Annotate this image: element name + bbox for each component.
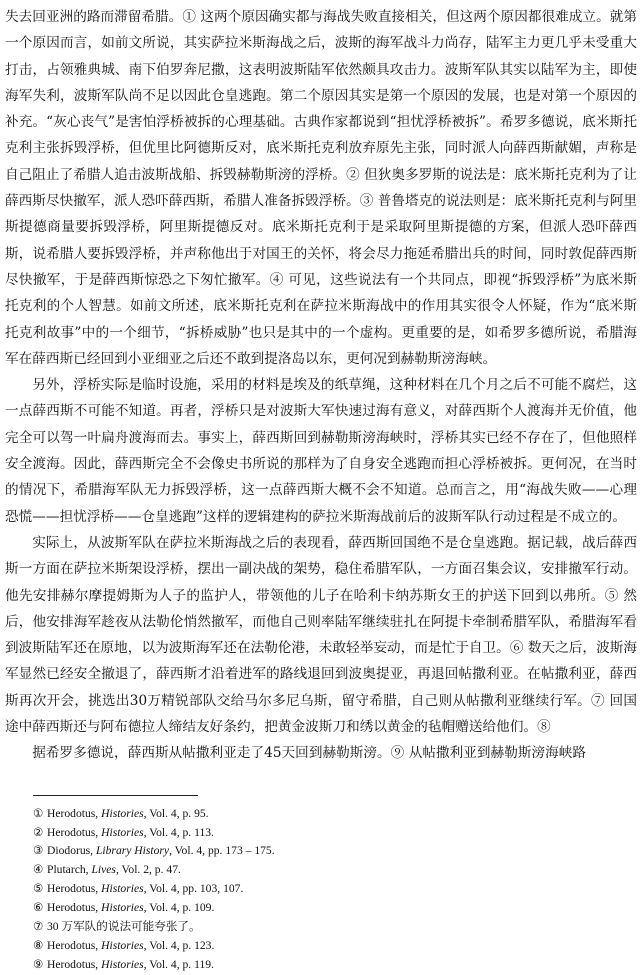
- footnote: [33, 842, 637, 861]
- footnote-title: Histories: [101, 825, 144, 839]
- footnote-citation: , Vol. 4, p. 113.: [143, 825, 214, 839]
- footnote-citation: , Vol. 4, pp. 103, 107.: [143, 882, 244, 896]
- footnote-title: Histories: [101, 901, 144, 915]
- footnote: [33, 805, 637, 824]
- paragraph: 据希罗多德说，薛西斯从帖撒利亚走了45天回到赫勒斯滂。⑨ 从帖撒利亚到赫勒斯滂海峡路: [32, 745, 587, 762]
- footnote-author: Herodotus,: [47, 825, 99, 839]
- footnote-number: ⑧: [33, 938, 44, 952]
- footnote: [33, 918, 637, 937]
- footnote: [33, 937, 637, 956]
- footnote-number: ①: [33, 806, 44, 820]
- footnote-citation: , Vol. 4, pp. 173 – 175.: [169, 844, 275, 858]
- footnote-citation: , Vol. 4, p. 119.: [143, 957, 214, 971]
- footnote: [33, 880, 637, 899]
- footnote-citation: , Vol. 4, p. 123.: [143, 938, 215, 952]
- footnote-number: ④: [33, 863, 44, 877]
- footnote-author: Herodotus,: [47, 806, 99, 820]
- footnote-author: Plutarch,: [47, 863, 89, 877]
- footnote-author: Herodotus,: [47, 882, 99, 896]
- footnote-citation: , Vol. 2, p. 47.: [115, 863, 181, 877]
- footnote: [33, 861, 637, 880]
- footnote-author: Herodotus,: [47, 957, 99, 971]
- footnote-number: ⑨: [33, 957, 44, 971]
- footnote-number: ⑤: [33, 882, 44, 896]
- footnote-title: Lives: [91, 863, 116, 877]
- paragraph: 另外，浮桥实际是临时设施，采用的材料是埃及的纸草绳，这种材料在几个月之后不可能不腐烂，这一点薛西斯不可能不知道。再者，浮桥只是对波斯大军快速过海有意义，对薛西斯个人渡海并无价值，他完全可以驾一叶扁舟渡海而去。事实上，薛西斯回到赫勒斯滂海峡时，浮桥其实已经不存在了，但他照样安全渡海。因此，薛西斯完全不会像史书所说的那样为了自身安全逃跑而担心浮桥被拆。更何况，在当时的情况下，希腊海军队无力拆毁浮桥，这一点薛西斯大概不会不知道。总而言之，用“海战失败——心理恐慌——担忧浮桥——仓皇逃跑”这样的逻辑建构的萨拉米斯海战前后的波斯军队行动过程是不成立的。: [5, 377, 637, 525]
- footnote-citation: , Vol. 4, p. 95.: [143, 806, 209, 820]
- footnote-number: ③: [33, 844, 44, 858]
- body-text: [5, 4, 637, 767]
- footnote-author: Diodorus,: [47, 844, 94, 858]
- footnote-title: Histories: [101, 938, 144, 952]
- footnote-citation: 30 万军队的说法可能夸张了。: [47, 920, 201, 934]
- footnote-citation: , Vol. 4, p. 109.: [143, 901, 215, 915]
- footnote-title: Histories: [101, 957, 144, 971]
- footnote-number: ⑥: [33, 901, 44, 915]
- footnote-title: Library History: [95, 844, 170, 858]
- footnote-list: [33, 805, 637, 975]
- footnote-number: ⑦: [33, 920, 44, 934]
- footnote-author: Herodotus,: [47, 938, 99, 952]
- footnote-number: ②: [33, 825, 44, 839]
- footnote: [33, 824, 637, 843]
- footnote-divider: [33, 795, 198, 796]
- footnote-author: Herodotus,: [47, 901, 99, 915]
- paragraph: 实际上，从波斯军队在萨拉米斯海战之后的表现看，薛西斯回国绝不是仓皇逃跑。据记载，战后薛西斯一方面在萨拉米斯架设浮桥，摆出一副决战的架势，稳住希腊军队，一方面召集会议，安排撤军行动。他先安排赫尔摩提姆斯为人子的监护人，带领他的儿子在哈利卡纳苏斯女王的护送下回到以弗所。⑤ 然后，他安排海军趁夜从法勒伦悄然撤军，而他自己则率陆军继续驻扎在阿提卡牵制希腊军队，希腊海军看到波斯陆军还在原地，以为波斯海军还在法勒伦港，未敢轻举妄动，而是忙于自卫。⑥ 数天之后，波斯海军显然已经安全撤退了，薛西斯才沿着进军的路线退回到波奥提亚，再退回帖撒利亚。在帖撒利亚，薛西斯再次开会，挑选出30万精锐部队交给马尔多尼乌斯，留守希腊，自己则从帖撒利亚继续行军。⑦ 回国途中薛西斯还与阿布德拉人缔结友好条约，把黄金波斯刀和绣以黄金的毡帽赠送给他们。⑧: [5, 534, 637, 736]
- footnote: [33, 956, 637, 975]
- footnote-title: Histories: [101, 882, 144, 896]
- paragraph: 失去回亚洲的路而滞留希腊。① 这两个原因确实都与海战失败直接相关，但这两个原因都很难成立。就第一个原因而言，如前文所说，其实萨拉米斯海战之后，波斯的海军战斗力尚存，陆军主力更几乎未受重大打击，占领雅典城、南下伯罗奔尼撒，这表明波斯陆军依然颇具攻击力。波斯军队其实以陆军为主，即使海军失利，波斯军队尚不足以因此仓皇逃跑。第二个原因其实是第一个原因的发展，也是对第一个原因的补充。“灰心丧气”是害怕浮桥被拆的心理基础。古典作家都说到“担忧浮桥被拆”。希罗多德说，底米斯托克利主张拆毁浮桥，但优里比阿德斯反对，底米斯托克利放弃原先主张，同时派人向薛西斯献媚，声称是自己阻止了希腊人追击波斯战船、拆毁赫勒斯滂的浮桥。② 但狄奥多罗斯的说法是：底米斯托克利为了让薛西斯尽快撤军，派人恐吓薛西斯，希腊人准备拆毁浮桥。③ 普鲁塔克的说法则是：底米斯托克利与阿里斯提德商量要拆毁浮桥，阿里斯提德反对。底米斯托克利于是采取阿里斯提德的方案，但派人恐吓薛西斯，说希腊人要拆毁浮桥，并声称他出于对国王的关怀，将会尽力拖延希腊出兵的时间，同时敦促薛西斯尽快撤军，于是薛西斯惊恐之下匆忙撤军。④ 可见，这些说法有一个共同点，即视“拆毁浮桥”为底米斯托克利的个人智慧。如前文所述，底米斯托克利在萨拉米斯海战中的作用其实很令人怀疑，作为“底米斯托克利故事”中的一个细节，“拆桥威胁”也只是其中的一个虚构。更重要的是，如希罗多德所说，希腊海军在薛西斯已经回到小亚细亚之后还不敢到提洛岛以东，更何况到赫勒斯滂海峡。: [5, 9, 637, 367]
- footnote: [33, 899, 637, 918]
- footnote-title: Histories: [101, 806, 144, 820]
